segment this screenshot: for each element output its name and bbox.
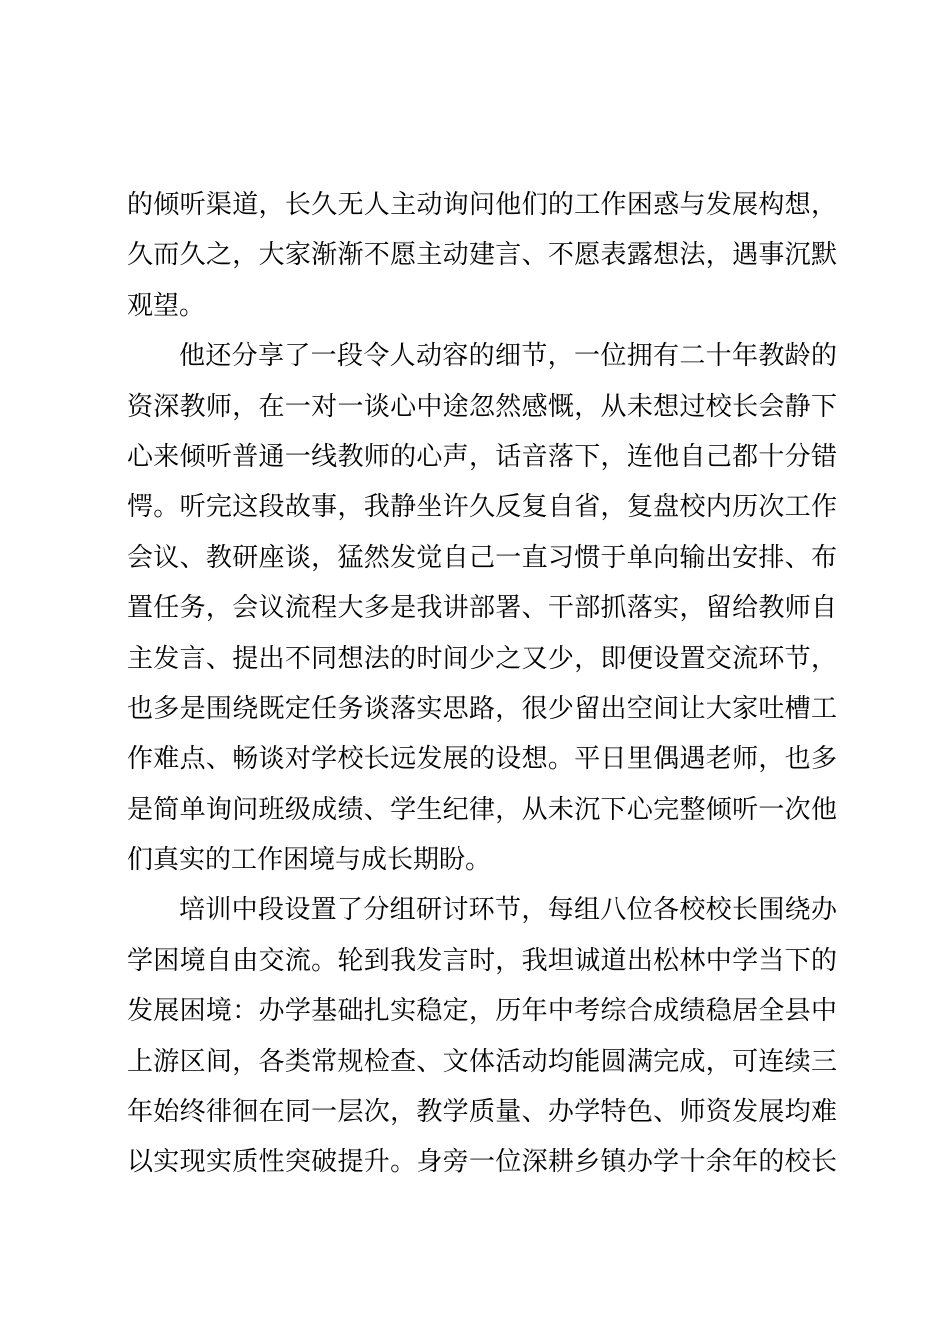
text-line: 是简单询问班级成绩、学生纪律，从未沉下心完整倾听一次他 — [127, 794, 837, 825]
text-line: 发展困境：办学基础扎实稳定，历年中考综合成绩稳居全县中 — [127, 996, 837, 1027]
text-line: 愕。听完这段故事，我静坐许久反复自省，复盘校内历次工作 — [127, 492, 837, 523]
text-line: 主发言、提出不同想法的时间少之又少，即便设置交流环节， — [127, 643, 837, 674]
text-line: 年始终徘徊在同一层次，教学质量、办学特色、师资发展均难 — [127, 1097, 837, 1128]
paragraph-first-line: 培训中段设置了分组研讨环节，每组八位各校校长围绕办 — [179, 895, 837, 926]
text-line: 久而久之，大家渐渐不愿主动建言、不愿表露想法，遇事沉默 — [127, 240, 837, 271]
text-line: 资深教师，在一对一谈心中途忽然感慨，从未想过校长会静下 — [127, 391, 837, 422]
text-line: 的倾听渠道，长久无人主动询问他们的工作困惑与发展构想， — [127, 190, 837, 220]
text-line: 们真实的工作困境与成长期盼。 — [127, 845, 492, 876]
text-line: 置任务，会议流程大多是我讲部署、干部抓落实，留给教师自 — [127, 593, 837, 624]
text-line: 也多是围绕既定任务谈落实思路，很少留出空间让大家吐槽工 — [127, 693, 837, 724]
text-line: 作难点、畅谈对学校长远发展的设想。平日里偶遇老师，也多 — [127, 744, 837, 775]
text-line: 学困境自由交流。轮到我发言时，我坦诚道出松林中学当下的 — [127, 945, 837, 976]
body-text — [127, 180, 837, 1188]
text-line: 观望。 — [127, 290, 206, 321]
text-line: 以实现实质性突破提升。身旁一位深耕乡镇办学十余年的校长 — [127, 1147, 837, 1178]
text-line: 心来倾听普通一线教师的心声，话音落下，连他自己都十分错 — [127, 441, 837, 472]
text-line: 上游区间，各类常规检查、文体活动均能圆满完成，可连续三 — [127, 1046, 837, 1077]
paragraph-first-line: 他还分享了一段令人动容的细节，一位拥有二十年教龄的 — [179, 341, 837, 372]
text-line: 会议、教研座谈，猛然发觉自己一直习惯于单向输出安排、布 — [127, 542, 837, 573]
